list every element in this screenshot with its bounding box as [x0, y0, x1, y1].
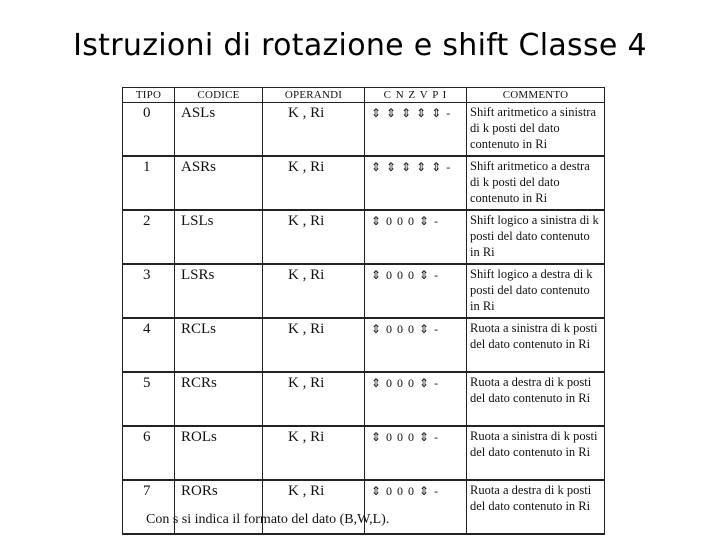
header-codice: CODICE: [175, 88, 263, 103]
cell-codice: LSLs: [175, 210, 263, 264]
table-row: [123, 372, 605, 426]
cell-codice: LSRs: [175, 264, 263, 318]
cell-commento: Ruota a destra di k posti del dato contenuto in Ri: [467, 480, 605, 534]
table-row: [123, 210, 605, 264]
cell-tipo: 6: [123, 426, 175, 480]
table-row: [123, 156, 605, 210]
header-commento: COMMENTO: [467, 88, 605, 103]
cell-flags: ⇕ ⇕ ⇕ ⇕ ⇕ -: [365, 156, 467, 210]
cell-codice: ASLs: [175, 103, 263, 157]
cell-commento: Shift logico a sinistra di k posti del dato contenuto in Ri: [467, 210, 605, 264]
cell-codice: RORs: [175, 480, 263, 534]
cell-tipo: 2: [123, 210, 175, 264]
instruction-table-wrapper: [122, 87, 604, 535]
cell-flags: ⇕ 0 0 0 ⇕ -: [365, 426, 467, 480]
cell-operandi: K , Ri: [263, 264, 365, 318]
cell-flags: ⇕ 0 0 0 ⇕ -: [365, 210, 467, 264]
cell-tipo: 4: [123, 318, 175, 372]
cell-codice: RCLs: [175, 318, 263, 372]
cell-tipo: 0: [123, 103, 175, 157]
cell-flags: ⇕ 0 0 0 ⇕ -: [365, 318, 467, 372]
slide-title: Istruzioni di rotazione e shift Classe 4: [73, 28, 647, 63]
cell-commento: Ruota a sinistra di k posti del dato contenuto in Ri: [467, 426, 605, 480]
table-row: [123, 426, 605, 480]
cell-operandi: K , Ri: [263, 372, 365, 426]
cell-operandi: K , Ri: [263, 426, 365, 480]
cell-operandi: K , Ri: [263, 103, 365, 157]
cell-tipo: 1: [123, 156, 175, 210]
table-row: [123, 318, 605, 372]
cell-codice: RCRs: [175, 372, 263, 426]
header-operandi: OPERANDI: [263, 88, 365, 103]
cell-flags: ⇕ 0 0 0 ⇕ -: [365, 264, 467, 318]
instruction-table: [122, 87, 605, 535]
cell-tipo: 5: [123, 372, 175, 426]
cell-commento: Ruota a sinistra di k posti del dato contenuto in Ri: [467, 318, 605, 372]
cell-codice: ROLs: [175, 426, 263, 480]
footnote: Con s si indica il formato del dato (B,W,L).: [146, 512, 390, 527]
cell-operandi: K , Ri: [263, 480, 365, 534]
cell-commento: Ruota a destra di k posti del dato contenuto in Ri: [467, 372, 605, 426]
table-header-row: [123, 88, 605, 103]
cell-flags: ⇕ 0 0 0 ⇕ -: [365, 372, 467, 426]
header-tipo: TIPO: [123, 88, 175, 103]
cell-flags: ⇕ 0 0 0 ⇕ -: [365, 480, 467, 534]
cell-operandi: K , Ri: [263, 210, 365, 264]
cell-commento: Shift aritmetico a sinistra di k posti del dato contenuto in Ri: [467, 103, 605, 157]
cell-flags: ⇕ ⇕ ⇕ ⇕ ⇕ -: [365, 103, 467, 157]
cell-tipo: 3: [123, 264, 175, 318]
cell-codice: ASRs: [175, 156, 263, 210]
cell-commento: Shift aritmetico a destra di k posti del dato contenuto in Ri: [467, 156, 605, 210]
cell-commento: Shift logico a destra di k posti del dato contenuto in Ri: [467, 264, 605, 318]
header-flags: C N Z V P I: [365, 88, 467, 103]
cell-operandi: K , Ri: [263, 156, 365, 210]
cell-tipo: 7: [123, 480, 175, 534]
cell-operandi: K , Ri: [263, 318, 365, 372]
table-row: [123, 103, 605, 157]
table-row: [123, 264, 605, 318]
